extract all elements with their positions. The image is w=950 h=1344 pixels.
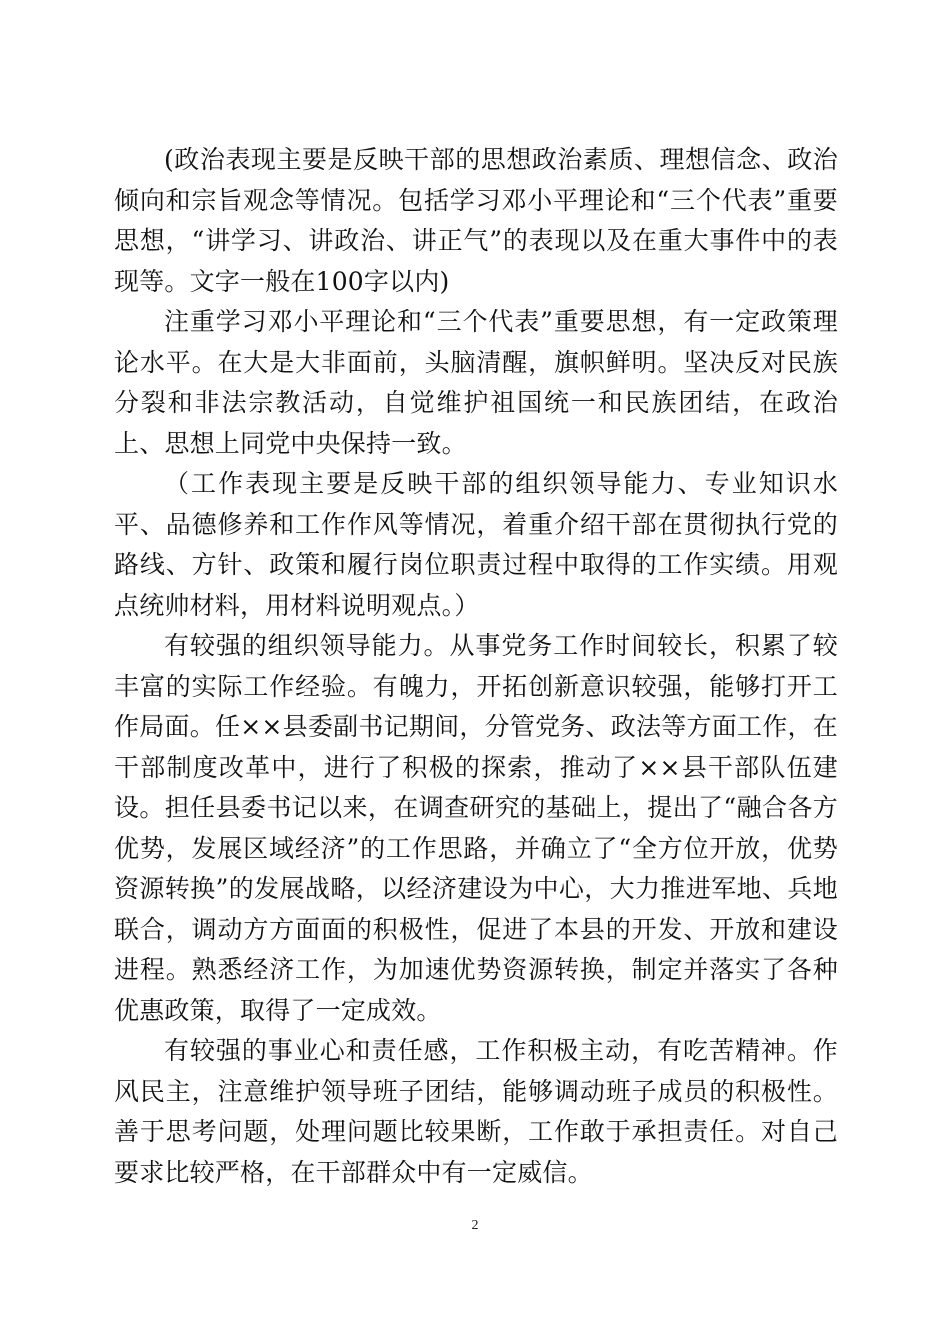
paragraph-leadership-ability: 有较强的组织领导能力。从事党务工作时间较长，积累了较丰富的实际工作经验。有魄力，开拓创新意识较强，能够打开工作局面。任××县委副书记期间，分管党务、政法等方面工作，在干部制度改革中，进行了积极的探索，推动了××县干部队伍建设。担任县委书记以来，在调查研究的基础上，提出了“融合各方优势，发展区域经济”的工作思路，并确立了“全方位开放，优势资源转换”的发展战略，以经济建设为中心，大力推进军地、兵地联合，调动方方面面的积极性，促进了本县的开发、开放和建设进程。熟悉经济工作，为加速优势资源转换，制定并落实了各种优惠政策，取得了一定成效。 (114, 631, 838, 1025)
paragraph-political-performance: 注重学习邓小平理论和“三个代表”重要思想，有一定政策理论水平。在大是大非面前，头脑清醒，旗帜鲜明。坚决反对民族分裂和非法宗教活动，自觉维护祖国统一和民族团结，在政治上、思想上同党中央保持一致。 (114, 307, 838, 458)
paragraph-political-note: (政治表现主要是反映干部的思想政治素质、理想信念、政治倾向和宗旨观念等情况。包括学习邓小平理论和“三个代表”重要思想，“讲学习、讲政治、讲正气”的表现以及在重大事件中的表现等。文字一般在100字以内) (114, 145, 838, 296)
paragraph-work-style: 有较强的事业心和责任感，工作积极主动，有吃苦精神。作风民主，注意维护领导班子团结，能够调动班子成员的积极性。善于思考问题，处理问题比较果断，工作敢于承担责任。对自己要求比较严格，在干部群众中有一定威信。 (114, 1036, 838, 1187)
page-number: 2 (471, 1218, 479, 1233)
paragraph-work-note: （工作表现主要是反映干部的组织领导能力、专业知识水平、品德修养和工作作风等情况，着重介绍干部在贯彻执行党的路线、方针、政策和履行岗位职责过程中取得的工作实绩。用观点统帅材料，用材料说明观点。） (114, 469, 838, 620)
document-body (114, 140, 838, 1193)
